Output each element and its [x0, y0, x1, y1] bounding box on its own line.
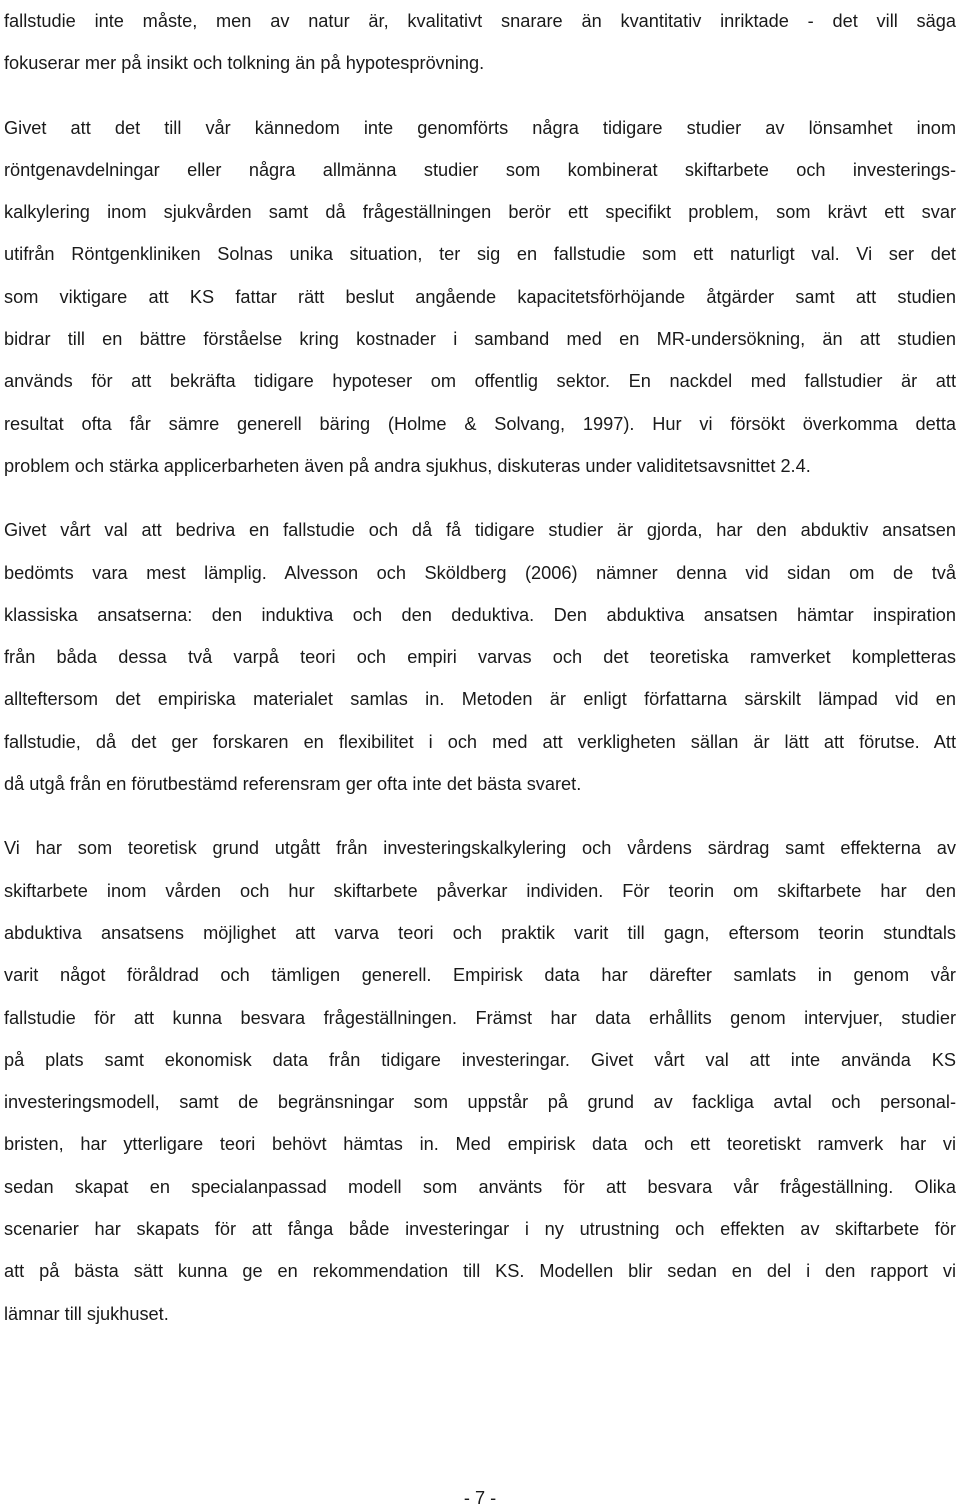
- paragraph: [4, 107, 956, 488]
- text-line: bedömts vara mest lämplig. Alvesson och Sköldberg (2006) nämner denna vid sidan om de två: [4, 562, 956, 583]
- text-line: kalkylering inom sjukvården samt då frågeställningen berör ett specifikt problem, som krävt ett svar: [4, 202, 956, 223]
- paragraph-gap: [4, 85, 956, 107]
- text-line: allteftersom det empiriska materialet samlas in. Metoden är enligt författarna särskilt lämpad vid en: [4, 689, 956, 710]
- text-line: skiftarbete inom vården och hur skiftarbete påverkar individen. För teorin om skiftarbete har den: [4, 880, 956, 901]
- text-line: från båda dessa två varpå teori och empiri varvas och det teoretiska ramverket kompletteras: [4, 647, 956, 668]
- text-line: varit något föråldrad och tämligen generell. Empirisk data har därefter samlats in genom vår: [4, 965, 956, 986]
- text-line: används för att bekräfta tidigare hypoteser om offentlig sektor. En nackdel med fallstudier är att: [4, 371, 956, 392]
- text-line: fallstudie inte måste, men av natur är, kvalitativt snarare än kvantitativ inriktade - det vill säga: [4, 11, 956, 31]
- document-page: [4, 0, 956, 1335]
- text-line: fokuserar mer på insikt och tolkning än på hypotesprövning.: [4, 53, 485, 74]
- text-line: utifrån Röntgenkliniken Solnas unika situation, ter sig en fallstudie som ett naturligt val. Vi ser det: [4, 244, 956, 265]
- paragraph-gap: [4, 805, 956, 827]
- text-line: Givet att det till vår kännedom inte genomförts några tidigare studier av lönsamhet inom: [4, 117, 956, 138]
- text-line: att på bästa sätt kunna ge en rekommendation till KS. Modellen blir sedan en del i den rapport vi: [4, 1261, 956, 1282]
- text-line: fallstudie för att kunna besvara frågeställningen. Främst har data erhållits genom intervjuer, studier: [4, 1007, 956, 1028]
- text-line: lämnar till sjukhuset.: [4, 1303, 169, 1324]
- text-line: på plats samt ekonomisk data från tidigare investeringar. Givet vårt val att inte använda KS: [4, 1049, 956, 1070]
- paragraph: [4, 827, 956, 1335]
- text-line: bidrar till en bättre förståelse kring kostnader i samband med en MR-undersökning, än att studien: [4, 329, 956, 350]
- text-line: scenarier har skapats för att fånga både investeringar i ny utrustning och effekten av skiftarbete för: [4, 1219, 956, 1240]
- text-line: Givet vårt val att bedriva en fallstudie och då få tidigare studier är gjorda, har den abduktiv ansatsen: [4, 520, 956, 541]
- text-line: bristen, har ytterligare teori behövt hämtas in. Med empirisk data och ett teoretiskt ramverk har vi: [4, 1134, 956, 1155]
- text-line: klassiska ansatserna: den induktiva och den deduktiva. Den abduktiva ansatsen hämtar inspiration: [4, 604, 956, 625]
- text-line: sedan skapat en specialanpassad modell som använts för att besvara vår frågeställning. Olika: [4, 1176, 956, 1197]
- text-line: problem och stärka applicerbarheten även på andra sjukhus, diskuteras under validitetsavsnittet 2.4.: [4, 455, 811, 476]
- text-line: som viktigare att KS fattar rätt beslut angående kapacitetsförhöjande åtgärder samt att studien: [4, 286, 956, 307]
- page-number: - 7 -: [463, 1488, 497, 1508]
- paragraph: [4, 0, 956, 85]
- text-line: abduktiva ansatsens möjlighet att varva teori och praktik varit till gagn, eftersom teorin stundtals: [4, 922, 956, 943]
- paragraph: [4, 509, 956, 805]
- text-line: resultat ofta får sämre generell bäring (Holme & Solvang, 1997). Hur vi försökt överkomma detta: [4, 413, 956, 434]
- text-line: fallstudie, då det ger forskaren en flexibilitet i och med att verkligheten sällan är lätt att förutse. Att: [4, 731, 956, 752]
- text-line: Vi har som teoretisk grund utgått från investeringskalkylering och vårdens särdrag samt effekterna av: [4, 838, 956, 859]
- paragraph-gap: [4, 487, 956, 509]
- text-line: investeringsmodell, samt de begränsningar som uppstår på grund av fackliga avtal och personal-: [4, 1092, 956, 1113]
- text-line: då utgå från en förutbestämd referensram ger ofta inte det bästa svaret.: [4, 774, 582, 795]
- text-line: röntgenavdelningar eller några allmänna studier som kombinerat skiftarbete och investerings-: [4, 159, 956, 180]
